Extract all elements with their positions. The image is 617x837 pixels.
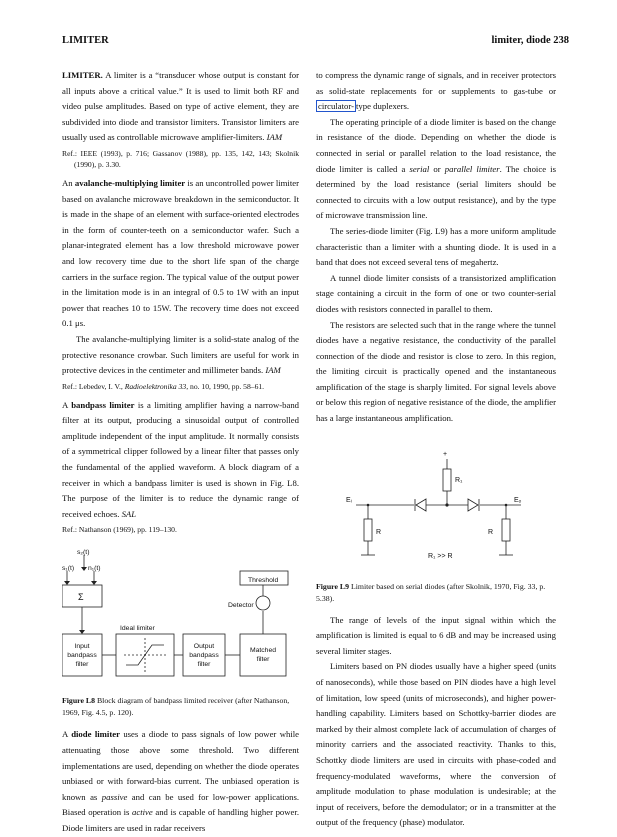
series-diode-paragraph: The series-diode limiter (Fig. L9) has a more uniform amplitude characteristic than a limiter with a shunting diode. It is used in a band that does not exceed several tens of megahertz. (316, 225, 556, 268)
author-initials: IAM (266, 132, 283, 143)
paragraph-text: A (62, 399, 72, 410)
label-line: Input (74, 643, 90, 651)
figure-l8 (62, 541, 299, 691)
term-limiter: LIMITER. (62, 70, 103, 80)
left-column (62, 68, 299, 837)
running-header-left: LIMITER (62, 35, 109, 46)
caption-text: Limiter based on serial diodes (after Skolnik, 1970, Fig. 33, p. 5.38). (316, 581, 546, 603)
label-s2: s₂(t) (77, 549, 90, 557)
reference-journal: Radioelektronika 33 (124, 381, 187, 391)
term-diode-limiter: diode limiter (71, 729, 120, 740)
range-paragraph: The range of levels of the input signal within which the amplification is limited is equal to 6 dB and may be increased using several limiter stages. (316, 614, 556, 656)
term-bandpass-limiter: bandpass limiter (71, 399, 135, 410)
label-ideal-limiter: Ideal limiter (120, 625, 155, 633)
caption-label: Figure L9 (316, 581, 349, 591)
junction-dot (445, 503, 448, 506)
label-line: filter (256, 656, 270, 664)
label-r1: R₁ (455, 476, 463, 484)
diode-limiter-paragraph (62, 727, 299, 836)
label-matched-filter (240, 646, 286, 664)
label-line: bandpass (189, 652, 219, 660)
label-line: filter (75, 661, 89, 669)
label-threshold: Threshold (248, 577, 279, 585)
resistor-r-right (502, 519, 510, 541)
avalanche-paragraph (62, 176, 299, 332)
label-ei: Eᵢ (346, 496, 352, 504)
paragraph-text: A limiter is a “transducer whose output is constant for all inputs above a critical value.” It is used to limit both RF and video pulse amplitudes. Based on type of active element, they are subdivided into diode and transistor limiters. Transistor limiters are usually used as controllable microwave amplifier-limiters. (62, 70, 299, 143)
caption-text: Block diagram of bandpass limited receiver (after Nathanson, 1969, Fig. 4.5, p. 120). (62, 696, 290, 718)
paragraph-text: is a limiting amplifier having a narrow-band filter at its output, producing a sinusoidal output of controlled amplitude independent of the input amplitude. It normally consists of a symmetrical clipper followed by a linear filter that passes only the fundamental of the applied waveform. A block diagram of a receiver in which a bandpass limiter is used is shown in Fig. L8. The purpose of the limiter is to reduce the dynamic range of received echoes. (62, 399, 300, 519)
label-input-filter (62, 642, 102, 669)
paragraph-text: A (62, 729, 72, 740)
paragraph-text: The operating principle of a diode limiter is based on the change in resistance of the diode. Depending on whether the diode is connected in serial or parallel relation to the load resistance, the diode limiter is called a (316, 116, 556, 174)
detector-circle (256, 596, 270, 610)
reference-text: , no. 10, 1990, pp. 58–61. (186, 381, 265, 391)
pn-diodes-paragraph: Limiters based on PN diodes usually have a higher speed (units of nanoseconds), while those based on PIN diodes have a high level of limitation, low speed (units of microseconds), and higher power-handling capability. Limiters based on Schottky-barrier diodes are marked by their almost complete lack of accumulation of charges of minority carriers and the associated reactivity. Thanks to this, Schottky diode limiters are used in circuits with phase-coded and frequency-modulated waveforms, where the conversion of amplitude modulation to phase modulation is undesirable; at the input of receivers, before the demodulator; or in a transmitter at the output of the frequency (phase) modulator. (316, 661, 556, 828)
label-condition: R₁ >> R (428, 552, 453, 560)
label-line: filter (197, 661, 211, 669)
paragraph-text: type duplexers. (356, 101, 410, 112)
label-sigma: Σ (78, 592, 84, 603)
circulator-link[interactable]: circulator- (318, 101, 355, 112)
resistor-r1 (443, 469, 451, 491)
figure-l9-caption (316, 581, 556, 605)
paragraph-text: and can be used for low-power applications. Biased operation is (62, 791, 300, 818)
tunnel-diode-paragraph: A tunnel diode limiter consists of a transistorized amplification stage containing a circuit in the form of one or two counter-serial diodes with resistors connected in parallel to them. (316, 272, 556, 314)
label-s1: s₁(t) (62, 565, 75, 573)
paragraph-text: and is capable of handling higher power. Diode limiters are used in radar receivers (62, 807, 299, 833)
author-initials: IAM (265, 365, 281, 376)
emphasis: active (132, 807, 153, 818)
limiter-paragraph (62, 68, 299, 146)
label-line: Matched (249, 647, 277, 655)
paragraph-text: An (62, 177, 75, 188)
junction-dot (505, 503, 508, 506)
label-plus: + (443, 450, 448, 458)
junction-dot (367, 503, 370, 506)
bandpass-paragraph (62, 398, 299, 523)
resistor-r-left (364, 519, 372, 541)
resistors-paragraph: The resistors are selected such that in the range where the tunnel diodes have a negative resistance, the conductivity of the parallel connection of the diode and resistor is close to zero. In this region, the limiting circuit is practically opened and the instantaneous amplification of the stage is sharply limited. For signal levels above or below this region of negative resistance of the diode, the amplifier has a large instantaneous amplification. (316, 319, 556, 424)
label-n1: n₁(t) (88, 565, 101, 573)
label-line: bandpass (67, 652, 97, 660)
emphasis: passive (101, 791, 128, 802)
paragraph-text: The avalanche-multiplying limiter is a solid-state analog of the protective resonance crowbar. Such limiters are useful for work in protective devices in the centimeter and millimeter bands. (62, 333, 299, 376)
author-initials: SAL (121, 508, 137, 519)
right-column (316, 68, 556, 831)
label-detector: Detector (228, 602, 254, 610)
paragraph-text: . The choice is determined by the load resistance (serial limiters should be connected to circuits with a low output resistance), and by the type of microwave transmission line. (316, 163, 556, 221)
label-output-filter (183, 642, 225, 669)
reference: Ref.: IEEE (1993), p. 716; Gassanov (1988), pp. 135, 142, 143; Skolnik (1990), p. 3.30. (62, 148, 299, 169)
paragraph-text: uses a diode to pass signals of low power while attenuating those above some threshold. Two different implementations are used, depending on whether the diode operates unbiased or with forward-bias current. The unbiased operation is known as (62, 729, 300, 802)
caption-label: Figure L8 (62, 696, 95, 706)
running-header-right: limiter, diode 238 (491, 35, 569, 46)
reference (62, 381, 299, 392)
figure-l8-caption (62, 695, 299, 719)
label-r-left: R (376, 528, 382, 536)
avalanche-paragraph-2 (62, 332, 299, 379)
paragraph-text: to compress the dynamic range of signals, and in receiver protectors as solid-state replacements for or supplements to gas-tube or (316, 70, 556, 96)
label-eo: Eₒ (514, 496, 522, 504)
paragraph-text: is an uncontrolled power limiter based on avalanche microwave breakdown in the semiconductor. It is made in the shape of an element with surface-oriented electrodes in the form of counter-teeth on a semiconductor wafer. Such a planar-integrated element has a low threshold microwave power and low recovery time due to the short life span of the charge carriers in the surface region. The typical value of the output power in the limitation mode is in an integral of 0.5 to 1W with an input power that reaches 10 to 15W. The recovery time does not exceed 0.1 μs. (62, 177, 300, 329)
term-avalanche-limiter: avalanche-multiplying limiter (74, 177, 186, 188)
reference: Ref.: Nathanson (1969), pp. 119–130. (62, 525, 177, 535)
label-r-right: R (488, 528, 494, 536)
continuation-paragraph (316, 68, 556, 115)
paragraph-text: or (429, 163, 445, 174)
figure-l9 (316, 437, 556, 577)
emphasis: parallel limiter (444, 163, 500, 174)
emphasis: serial (409, 163, 430, 174)
reference-text: Ref.: Lebedev, I. V., (62, 381, 125, 391)
operating-principle-paragraph (316, 115, 556, 224)
label-line: Output (193, 643, 215, 651)
